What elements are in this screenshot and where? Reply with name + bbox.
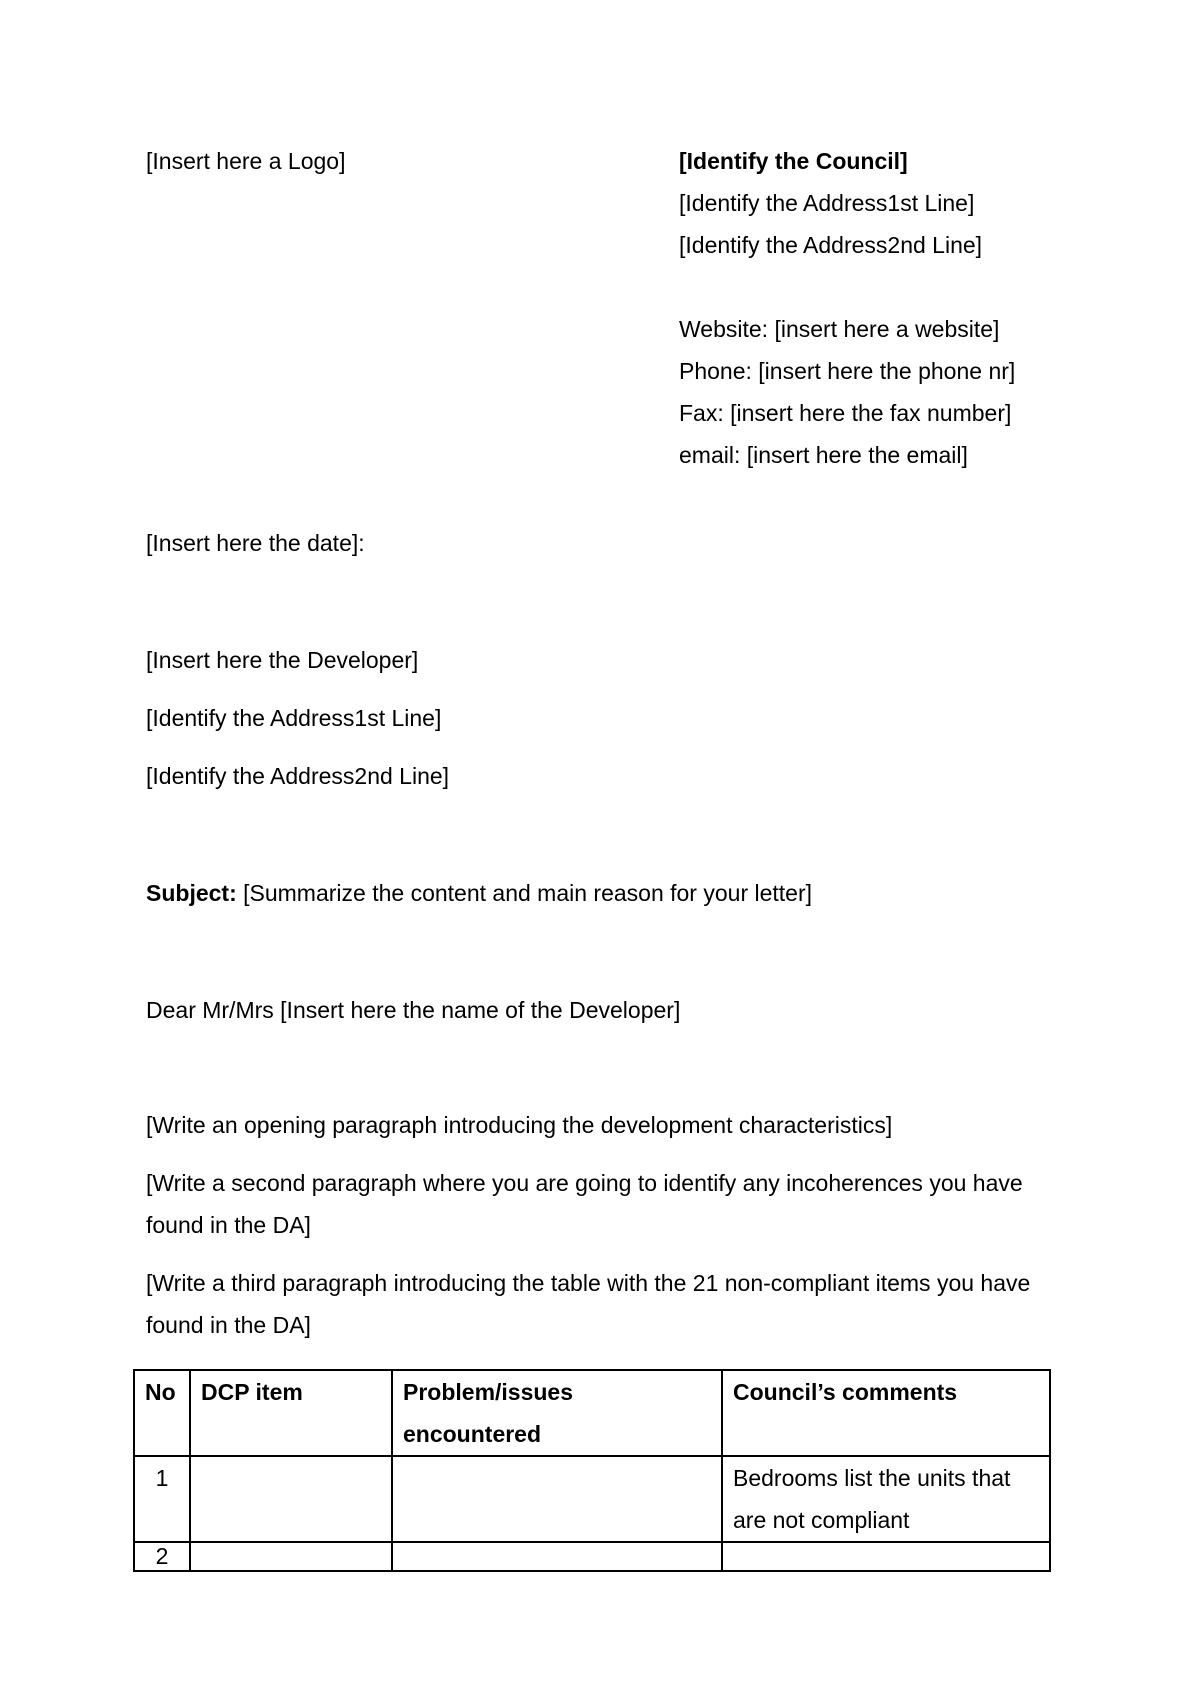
paragraph-third: [Write a third paragraph introducing the table with the 21 non-compliant items you have found in the DA] — [146, 1270, 1031, 1338]
recipient-address-line1: [Identify the Address1st Line] — [146, 705, 442, 731]
paragraph-second: [Write a second paragraph where you are going to identify any incoherences you have found in the DA] — [146, 1170, 1023, 1238]
salutation: Dear Mr/Mrs [Insert here the name of the Developer] — [146, 997, 681, 1023]
subject-text: [Summarize the content and main reason for your letter] — [236, 880, 813, 906]
cell-dcp-item — [190, 1542, 392, 1571]
header-no: No — [134, 1370, 190, 1456]
table-row — [134, 1456, 1050, 1542]
subject-line — [146, 880, 812, 908]
header-dcp-item: DCP item — [190, 1370, 392, 1456]
cell-problem — [392, 1456, 722, 1542]
cell-dcp-item — [190, 1456, 392, 1542]
council-email: email: [insert here the email] — [679, 442, 968, 468]
paragraph-opening: [Write an opening paragraph introducing the development characteristics] — [146, 1112, 893, 1138]
council-website: Website: [insert here a website] — [679, 316, 1000, 342]
date-placeholder: [Insert here the date]: — [146, 530, 365, 556]
logo-placeholder: [Insert here a Logo] — [146, 148, 346, 174]
council-address-line2: [Identify the Address2nd Line] — [679, 232, 983, 258]
cell-comments — [722, 1542, 1050, 1571]
council-fax: Fax: [insert here the fax number] — [679, 400, 1012, 426]
cell-comments: Bedrooms list the units that are not compliant — [722, 1456, 1050, 1542]
cell-problem — [392, 1542, 722, 1571]
council-address-line1: [Identify the Address1st Line] — [679, 190, 975, 216]
dcp-items-table — [133, 1369, 1051, 1572]
council-name: [Identify the Council] — [679, 148, 908, 174]
table-header-row — [134, 1370, 1050, 1456]
council-phone: Phone: [insert here the phone nr] — [679, 358, 1016, 384]
recipient-address-line2: [Identify the Address2nd Line] — [146, 763, 450, 789]
subject-label: Subject: — [146, 880, 237, 906]
header-council-comments: Council’s comments — [722, 1370, 1050, 1456]
recipient-name: [Insert here the Developer] — [146, 647, 419, 673]
cell-no: 2 — [134, 1542, 190, 1571]
cell-no: 1 — [134, 1456, 190, 1542]
table-row — [134, 1542, 1050, 1571]
header-problem-issues: Problem/issues encountered — [392, 1370, 722, 1456]
